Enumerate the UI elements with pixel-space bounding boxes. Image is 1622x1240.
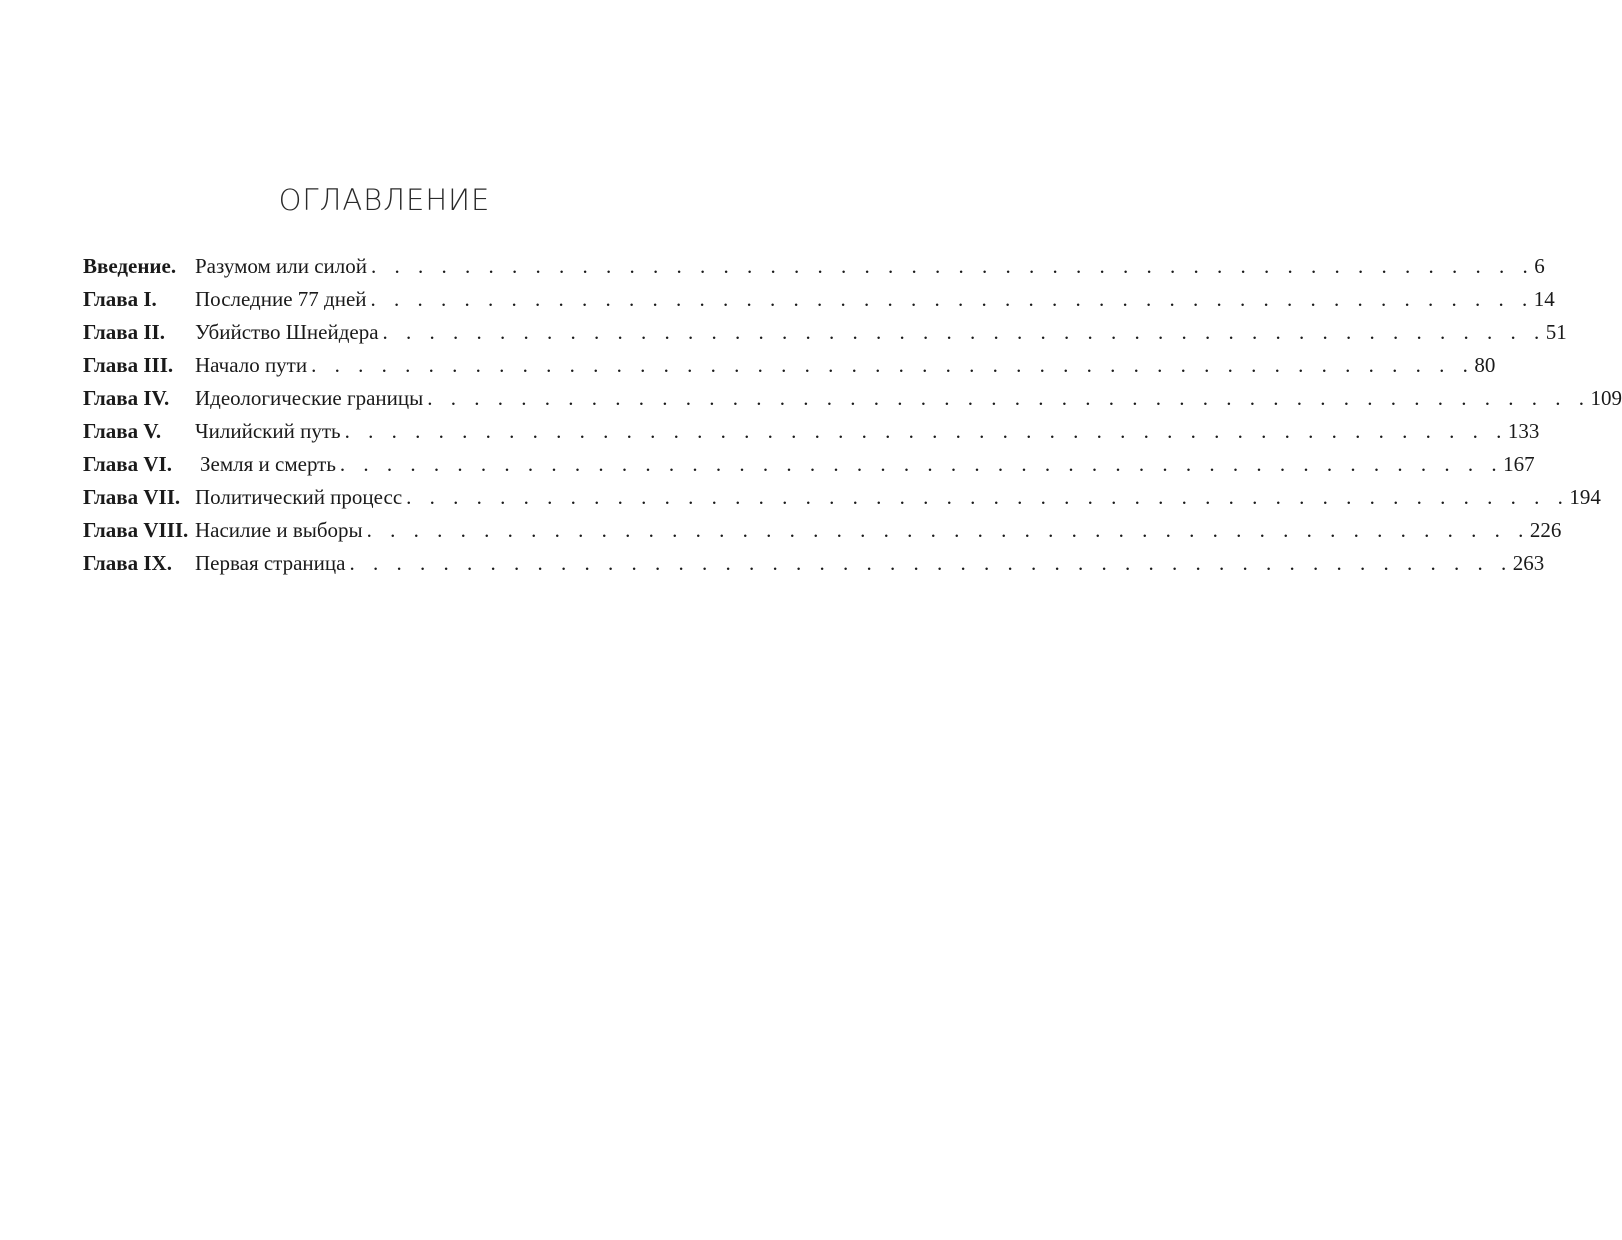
page-number: 6	[1534, 254, 1545, 278]
dot-leader: . . . . . . . . . . . . . . . . . . . . . . . . . . . . . . . . . . . . . . . . . . . . . . . . . .	[349, 551, 1513, 575]
toc-entry-chapter-2[interactable]	[83, 316, 1567, 349]
dot-leader: . . . . . . . . . . . . . . . . . . . . . . . . . . . . . . . . . . . . . . . . . . . . . . . . . .	[311, 353, 1475, 377]
page-number: 263	[1512, 551, 1545, 575]
chapter-title: Идеологические границы	[195, 386, 424, 410]
chapter-title: Чилийский путь	[195, 419, 341, 443]
dot-leader: . . . . . . . . . . . . . . . . . . . . . . . . . . . . . . . . . . . . . . . . . . . . . . . . . .	[406, 485, 1570, 509]
toc-entry-chapter-9[interactable]	[83, 547, 1545, 580]
toc-entry-chapter-5[interactable]	[83, 415, 1540, 448]
chapter-title: Последние 77 дней	[195, 287, 367, 311]
dot-leader: . . . . . . . . . . . . . . . . . . . . . . . . . . . . . . . . . . . . . . . . . . . . . . . . . .	[427, 386, 1591, 410]
chapter-label: Глава IV.	[83, 386, 170, 410]
chapter-title: Политический процесс	[195, 485, 403, 509]
toc-entry-chapter-4[interactable]	[83, 382, 1622, 415]
page-number: 80	[1474, 353, 1496, 377]
page-number: 167	[1503, 452, 1535, 476]
page-number: 226	[1529, 518, 1562, 542]
chapter-title: Разумом или силой	[195, 254, 367, 278]
toc-entry-chapter-7[interactable]	[83, 481, 1601, 514]
chapter-title: Насилие и выборы	[195, 518, 363, 542]
page-number: 133	[1507, 419, 1540, 443]
page-number: 109	[1590, 386, 1622, 410]
chapter-title: Первая страница	[195, 551, 346, 575]
chapter-title: Начало пути	[195, 353, 308, 377]
dot-leader: . . . . . . . . . . . . . . . . . . . . . . . . . . . . . . . . . . . . . . . . . . . . . . . . . .	[366, 518, 1530, 542]
dot-leader: . . . . . . . . . . . . . . . . . . . . . . . . . . . . . . . . . . . . . . . . . . . . . . . . . .	[382, 320, 1546, 344]
chapter-title: Убийство Шнейдера	[195, 320, 379, 344]
chapter-label: Глава III.	[83, 353, 174, 377]
chapter-label: Глава I.	[83, 287, 157, 311]
toc-entry-introduction[interactable]	[83, 250, 1545, 283]
chapter-label: Глава VI.	[83, 452, 172, 476]
page-number: 194	[1569, 485, 1601, 509]
dot-leader: . . . . . . . . . . . . . . . . . . . . . . . . . . . . . . . . . . . . . . . . . . . . . . . . . .	[344, 419, 1508, 443]
page-number: 14	[1533, 287, 1555, 311]
chapter-label: Введение.	[83, 254, 177, 278]
toc-entry-chapter-6[interactable]	[83, 448, 1535, 481]
dot-leader: . . . . . . . . . . . . . . . . . . . . . . . . . . . . . . . . . . . . . . . . . . . . . . . . . .	[371, 254, 1535, 278]
page-number: 51	[1545, 320, 1567, 344]
chapter-label: Глава V.	[83, 419, 162, 443]
toc-entry-chapter-8[interactable]	[83, 514, 1562, 547]
chapter-label: Глава VII.	[83, 485, 181, 509]
toc-entry-chapter-3[interactable]	[83, 349, 1496, 382]
chapter-label: Глава IX.	[83, 551, 172, 575]
dot-leader: . . . . . . . . . . . . . . . . . . . . . . . . . . . . . . . . . . . . . . . . . . . . . . . . . .	[339, 452, 1504, 476]
toc-entry-chapter-1[interactable]	[83, 283, 1555, 316]
chapter-label: Глава II.	[83, 320, 165, 344]
chapter-label: Глава VIII.	[83, 518, 189, 542]
chapter-title: Земля и смерть	[200, 452, 336, 476]
dot-leader: . . . . . . . . . . . . . . . . . . . . . . . . . . . . . . . . . . . . . . . . . . . . . . . . . .	[370, 287, 1534, 311]
page-title: ОГЛАВЛЕНИЕ	[278, 183, 491, 217]
table-of-contents	[83, 250, 1622, 580]
